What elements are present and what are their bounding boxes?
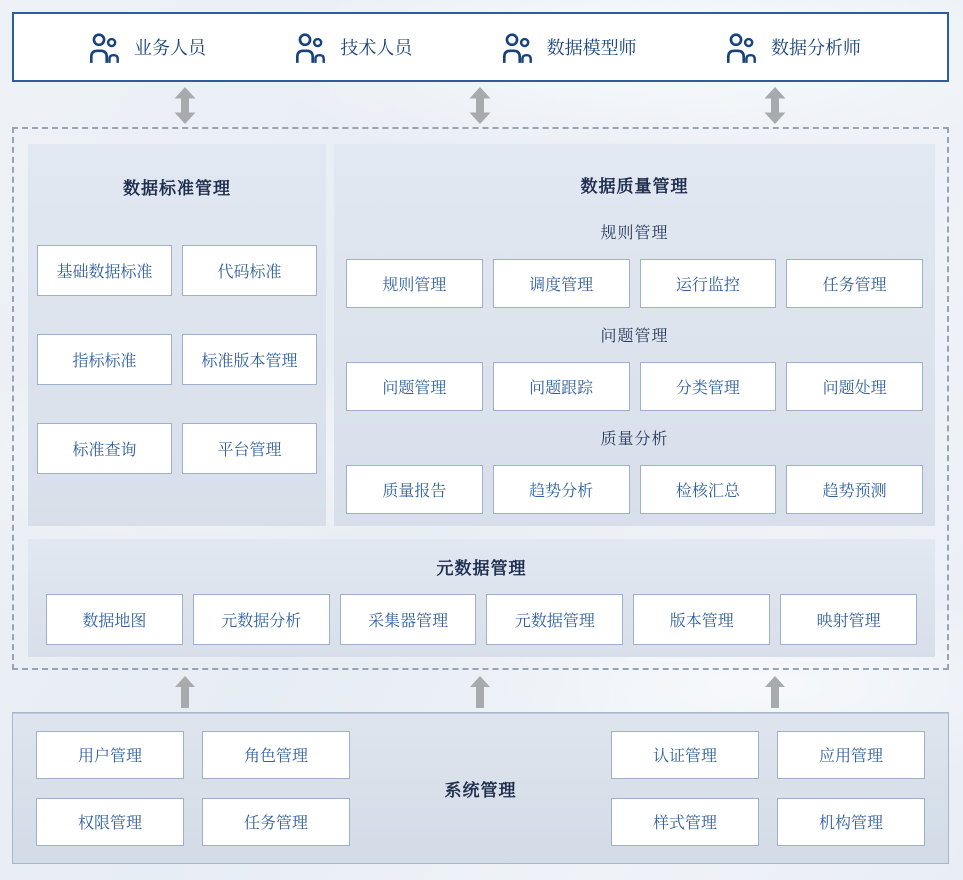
module-box: 任务管理 <box>202 798 350 846</box>
actor-label: 数据模型师 <box>546 38 637 58</box>
actor-data-analyst <box>725 32 861 63</box>
module-box: 问题跟踪 <box>493 362 630 411</box>
actor-label: 数据分析师 <box>770 38 861 58</box>
metadata-panel <box>28 539 935 657</box>
actor-business-user <box>88 32 206 63</box>
up-arrow-icon <box>470 676 490 708</box>
up-arrow-icon <box>175 676 195 708</box>
module-box: 数据地图 <box>46 594 183 645</box>
module-box: 趋势分析 <box>493 465 630 514</box>
double-arrow-icon <box>174 87 196 124</box>
data-management-boundary <box>12 127 949 670</box>
quality-section-title: 问题管理 <box>600 328 669 345</box>
system-panel-title: 系统管理 <box>444 780 517 800</box>
system-panel-right-grid <box>611 731 925 846</box>
module-box: 调度管理 <box>493 259 630 308</box>
users-icon <box>294 32 327 63</box>
users-icon <box>88 32 121 63</box>
module-box: 指标标准 <box>37 334 172 385</box>
quality-section-row <box>346 259 923 308</box>
module-box: 版本管理 <box>633 594 770 645</box>
users-icon <box>725 32 758 63</box>
module-box: 问题处理 <box>786 362 923 411</box>
module-box: 角色管理 <box>202 731 350 779</box>
module-box: 采集器管理 <box>340 594 477 645</box>
actor-label: 技术人员 <box>340 38 413 58</box>
module-box: 标准版本管理 <box>182 334 317 385</box>
quality-panel-title: 数据质量管理 <box>580 177 689 196</box>
module-box: 质量报告 <box>346 465 483 514</box>
module-box: 趋势预测 <box>786 465 923 514</box>
module-box: 代码标准 <box>182 245 317 296</box>
up-arrow-icon <box>765 676 785 708</box>
module-box: 权限管理 <box>36 798 184 846</box>
module-box: 分类管理 <box>640 362 777 411</box>
system-panel-left-grid <box>36 731 350 846</box>
module-box: 认证管理 <box>611 731 759 779</box>
quality-section-title: 质量分析 <box>600 431 669 448</box>
module-box: 基础数据标准 <box>37 245 172 296</box>
module-box: 元数据管理 <box>486 594 623 645</box>
users-icon <box>501 32 534 63</box>
metadata-panel-row <box>46 594 917 645</box>
module-box: 机构管理 <box>777 798 925 846</box>
module-box: 用户管理 <box>36 731 184 779</box>
module-box: 元数据分析 <box>193 594 330 645</box>
module-box: 标准查询 <box>37 423 172 474</box>
module-box: 运行监控 <box>640 259 777 308</box>
standard-panel <box>28 144 326 526</box>
standard-panel-grid <box>37 245 317 474</box>
actor-label: 业务人员 <box>134 38 206 58</box>
quality-section-title: 规则管理 <box>600 225 669 242</box>
system-panel <box>12 712 949 864</box>
actors-bar <box>12 12 949 82</box>
actor-data-modeler <box>501 32 637 63</box>
module-box: 映射管理 <box>780 594 917 645</box>
module-box: 问题管理 <box>346 362 483 411</box>
module-box: 规则管理 <box>346 259 483 308</box>
module-box: 样式管理 <box>611 798 759 846</box>
standard-panel-title: 数据标准管理 <box>123 179 231 198</box>
metadata-panel-title: 元数据管理 <box>436 559 527 578</box>
actor-technical-user <box>294 32 412 63</box>
quality-panel <box>334 144 935 526</box>
quality-section-row <box>346 362 923 411</box>
module-box: 任务管理 <box>786 259 923 308</box>
double-arrow-icon <box>469 87 491 124</box>
module-box: 平台管理 <box>182 423 317 474</box>
module-box: 检核汇总 <box>640 465 777 514</box>
module-box: 应用管理 <box>777 731 925 779</box>
double-arrow-icon <box>764 87 786 124</box>
quality-section-row <box>346 465 923 514</box>
